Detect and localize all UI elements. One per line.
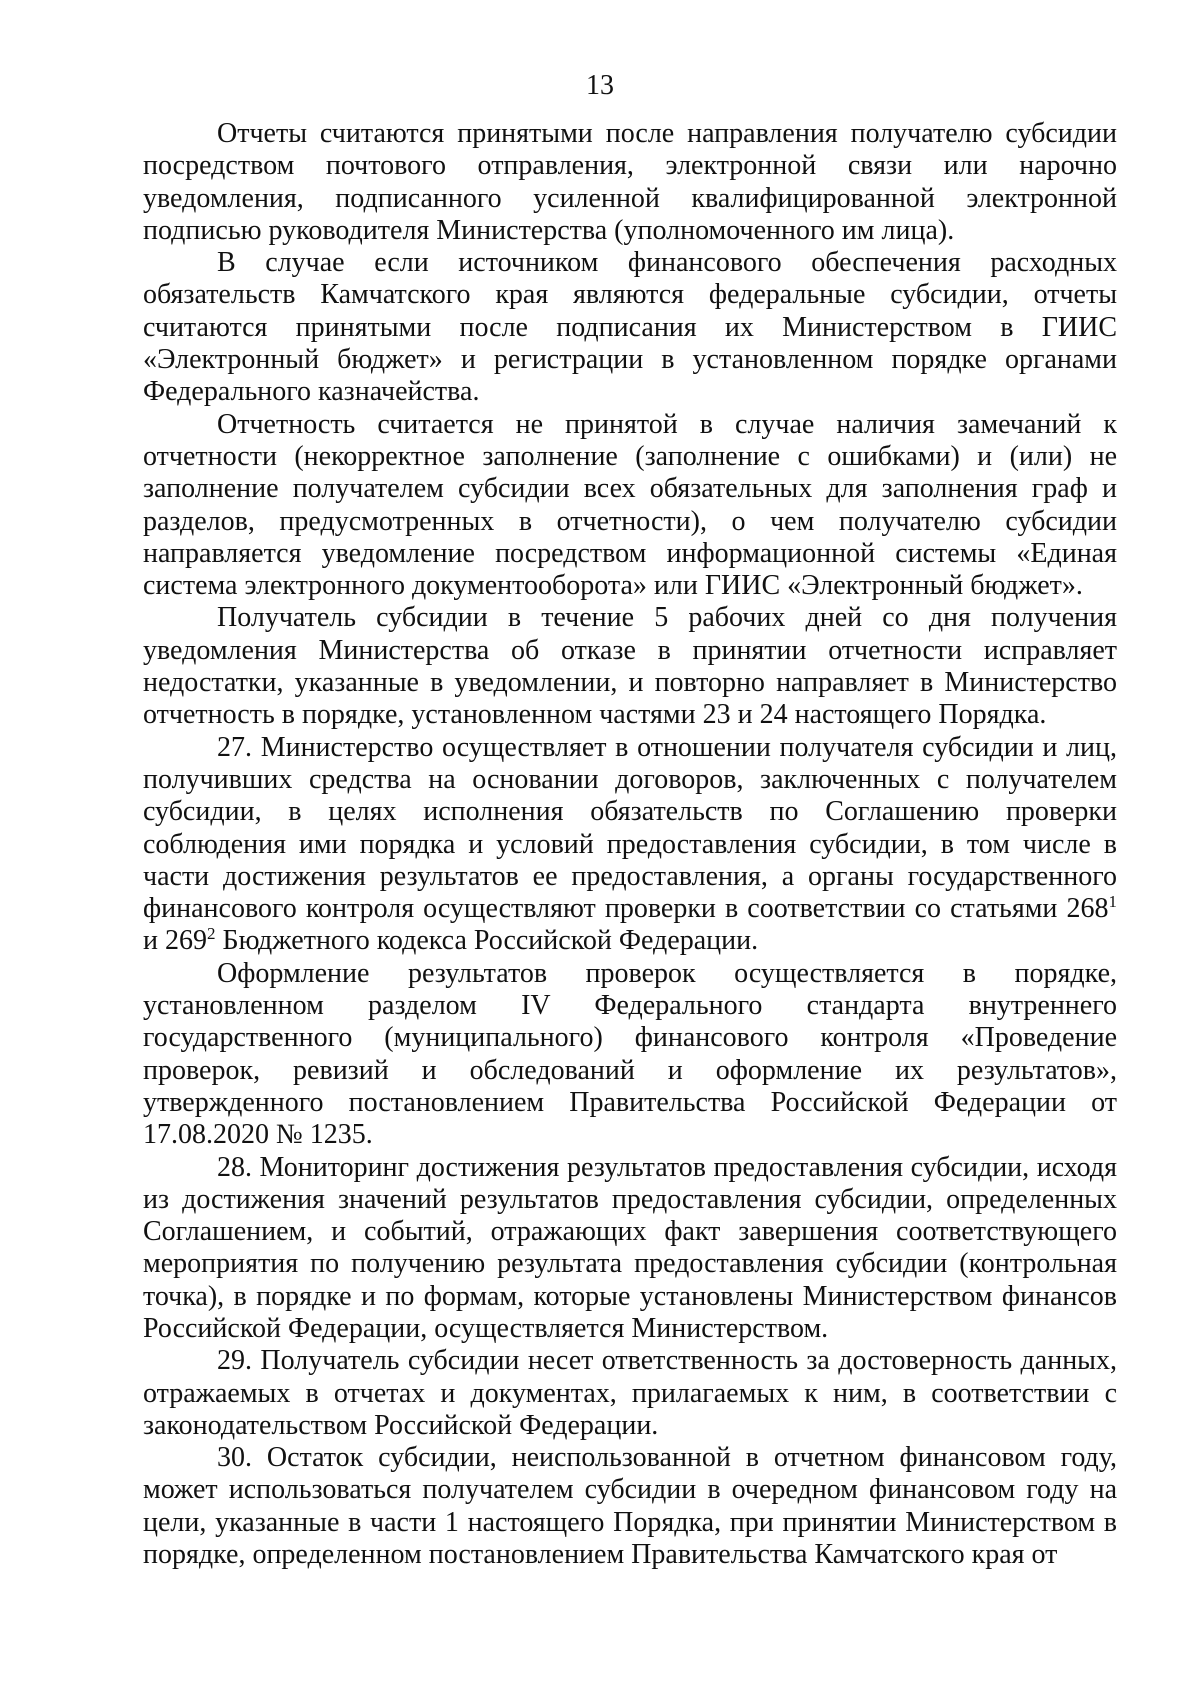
paragraph-30-remaining-subsidy: 30. Остаток субсидии, неиспользованной в отчетном финансовом году, может использоваться получателем субсидии в очередном финансовом году на цели, указанные в части 1 настоящего Порядка, при принятии Министерством в порядке, определенном постановлением Правительства Камчатского края от [143,1442,1117,1571]
superscript-article-269: 2 [206,924,216,944]
paragraph-27-text-b: и 269 [143,925,207,957]
paragraph-28-monitoring: 28. Мониторинг достижения результатов предоставления субсидии, исходя из достижения значений результатов предоставления субсидии, определенных Соглашением, и событий, отражающих факт завершения соответствующего мероприятия по получению результата предоставления субсидии (контрольная точка), в порядке и по формам, которые установлены Министерством финансов Российской Федерации, осуществляется Министерством. [143,1151,1117,1344]
paragraph-27-text-c: Бюджетного кодекса Российской Федерации. [215,925,759,957]
paragraph-correction-deadline: Получатель субсидии в течение 5 рабочих дней со дня получения уведомления Министерства об отказе в принятии отчетности исправляет недостатки, указанные в уведомлении, и повторно направляет в Министерство отчетность в порядке, установленном частями 23 и 24 настоящего Порядка. [143,602,1117,731]
document-body [143,118,1117,1571]
paragraph-reports-not-accepted: Отчетность считается не принятой в случае наличия замечаний к отчетности (некорректное заполнение (заполнение с ошибками) и (или) не заполнение получателем субсидии всех обязательных для заполнения граф и разделов, предусмотренных в отчетности), о чем получателю субсидии направляется уведомление посредством информационной системы «Единая система электронного документооборота» или ГИИС «Электронный бюджет». [143,408,1117,602]
paragraph-29-responsibility: 29. Получатель субсидии несет ответственность за достоверность данных, отражаемых в отчетах и документах, прилагаемых к ним, в соответствии с законодательством Российской Федерации. [143,1345,1117,1441]
paragraph-reports-accepted: Отчеты считаются принятыми после направления получателю субсидии посредством почтового отправления, электронной связи или нарочно уведомления, подписанного усиленной квалифицированной электронной подписью руководителя Министерства (уполномоченного им лица). [143,118,1117,246]
paragraph-27-inspections [143,732,1117,958]
paragraph-federal-subsidies: В случае если источником финансового обеспечения расходных обязательств Камчатского края являются федеральные субсидии, отчеты считаются принятыми после подписания их Министерством в ГИИС «Электронный бюджет» и регистрации в установленном порядке органами Федерального казначейства. [143,247,1117,408]
page-number: 13 [586,70,614,101]
paragraph-27-text-a: 27. Министерство осуществляет в отношении получателя субсидии и лиц, получивших средства на основании договоров, заключенных с получателем субсидии, в целях исполнения обязательств по Соглашению проверки соблюдения ими порядка и условий предоставления субсидии, в том числе в части достижения результатов ее предоставления, а органы государственного финансового контроля осуществляют проверки в соответствии со статьями 268 [143,731,1117,925]
paragraph-inspection-results: Оформление результатов проверок осуществляется в порядке, установленном разделом IV Федерального стандарта внутреннего государственного (муниципального) финансового контроля «Проведение проверок, ревизий и обследований и оформление их результатов», утвержденного постановлением Правительства Российской Федерации от 17.08.2020 № 1235. [143,957,1117,1151]
superscript-article-268: 1 [1108,891,1117,911]
